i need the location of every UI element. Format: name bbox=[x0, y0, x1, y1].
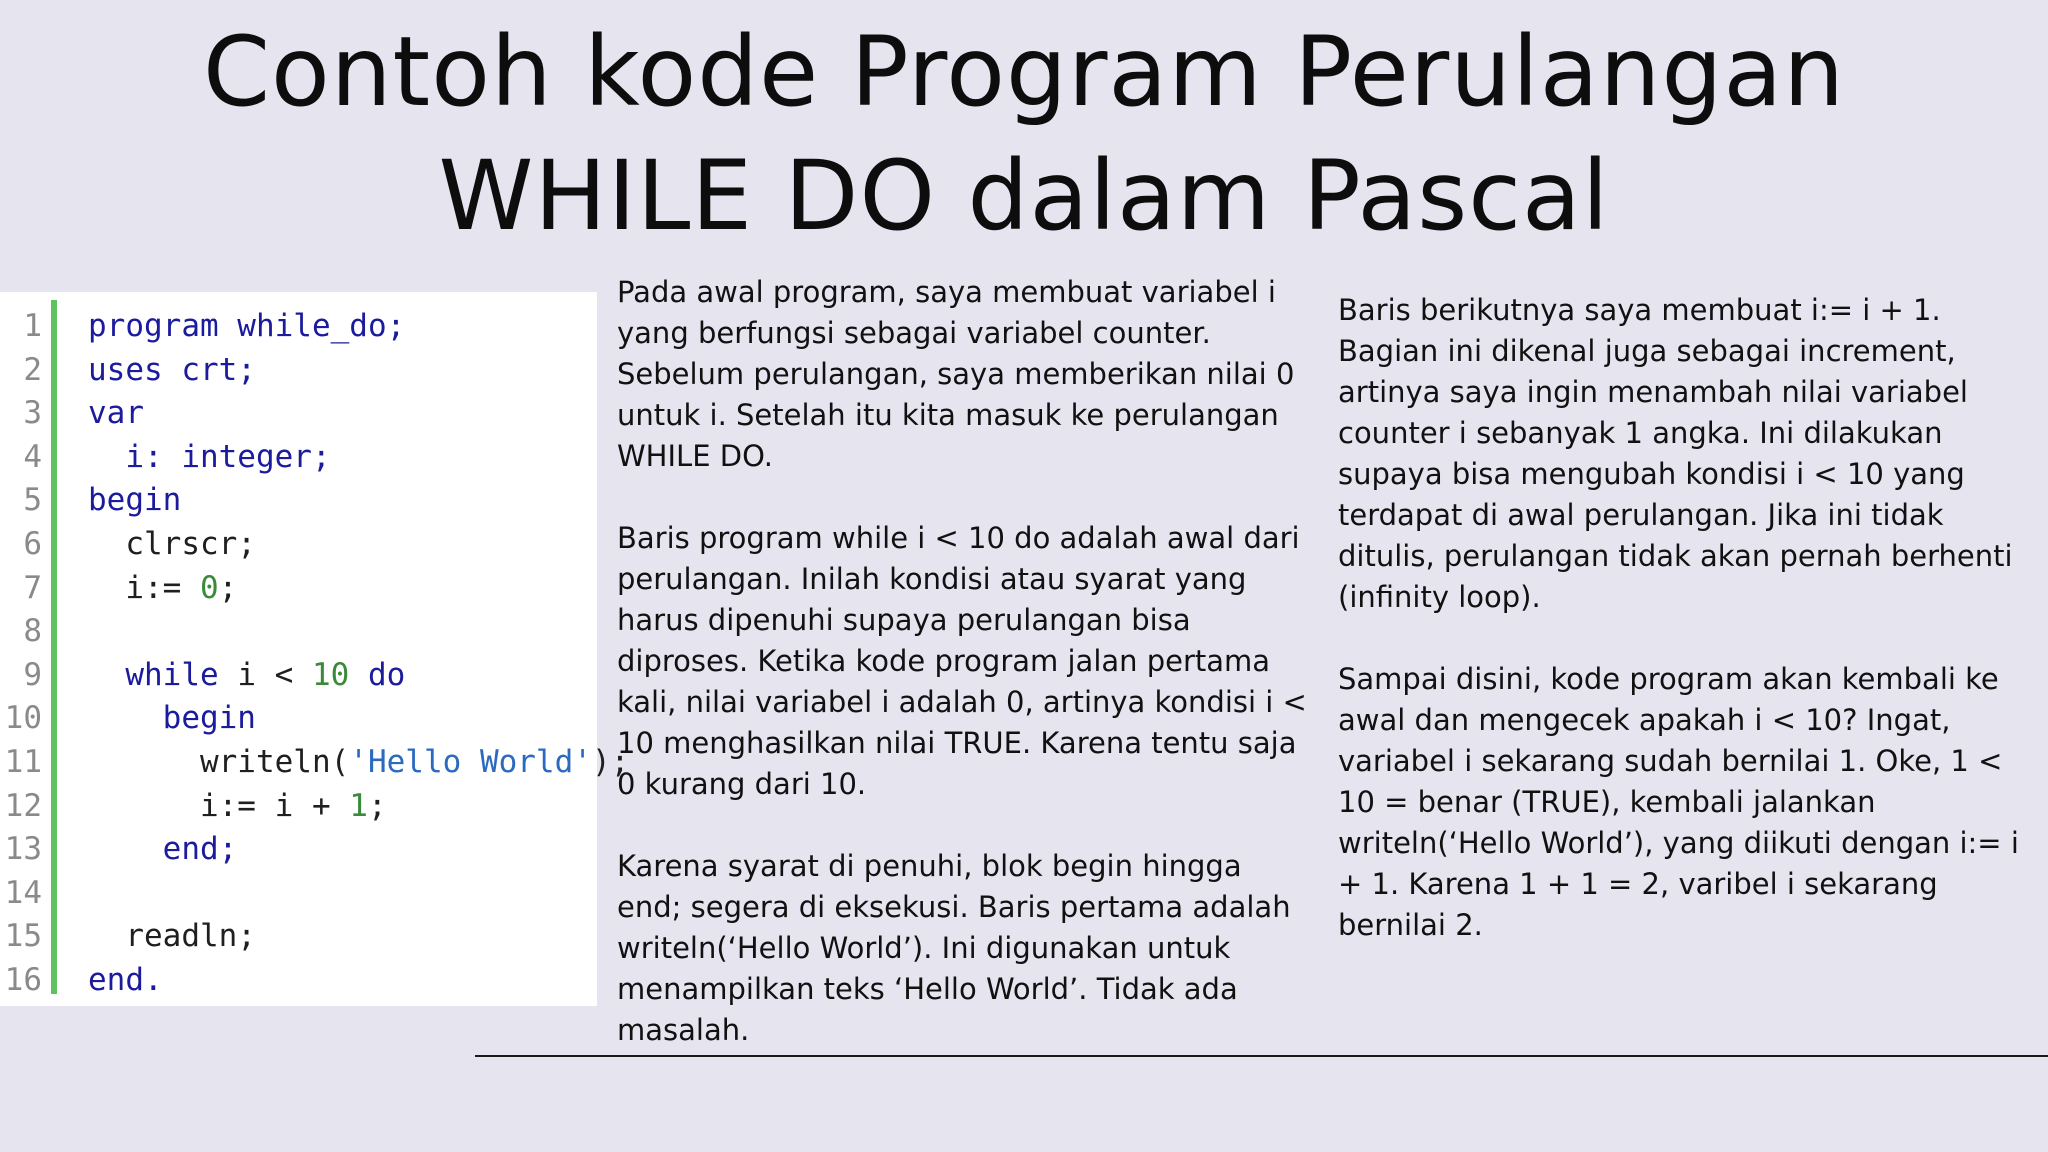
code-token: ; bbox=[367, 787, 387, 824]
explanation-paragraph: Baris berikutnya saya membuat i:= i + 1. Bagian ini dikenal juga sebagai increment, artinya saya ingin menambah nilai variabel counter i sebanyak 1 angka. Ini dilakukan supaya bisa mengubah kondisi i < 10 yang terdapat di awal perulangan. Jika ini tidak ditulis, perulangan tidak akan pernah berhenti (infinity loop). bbox=[1338, 293, 2013, 614]
code-token: i:= i + bbox=[199, 787, 350, 824]
code-line-text bbox=[88, 479, 181, 522]
code-line-number: 9 bbox=[23, 656, 42, 693]
code-line-text bbox=[88, 697, 256, 740]
explanation-paragraph: Pada awal program, saya membuat variabel i yang berfungsi sebagai variabel counter. Sebelum perulangan, saya memberikan nilai 0 untuk i. Setelah itu kita masuk ke perulangan WHILE DO. bbox=[617, 275, 1295, 473]
code-line-text bbox=[88, 654, 405, 697]
code-token: uses crt; bbox=[88, 351, 256, 388]
code-line-number: 12 bbox=[4, 787, 42, 824]
code-line-text bbox=[88, 567, 237, 610]
slide-title: Contoh kode Program Perulangan WHILE DO dalam Pascal bbox=[202, 16, 1846, 252]
code-token: readln; bbox=[125, 918, 256, 955]
code-token: ); bbox=[591, 744, 630, 780]
code-line bbox=[0, 436, 597, 479]
code-line bbox=[0, 567, 597, 610]
code-line-text bbox=[88, 392, 144, 435]
code-token: var bbox=[88, 395, 144, 432]
code-line-text bbox=[88, 959, 163, 1002]
code-token: ; bbox=[218, 569, 238, 606]
code-line-number: 2 bbox=[23, 351, 42, 388]
code-token: writeln( bbox=[199, 744, 350, 780]
code-line-number: 11 bbox=[4, 744, 42, 780]
horizontal-divider bbox=[475, 1055, 2048, 1057]
code-line-number: 15 bbox=[4, 918, 42, 955]
code-line-number: 16 bbox=[4, 962, 42, 998]
explanation-paragraph: Karena syarat di penuhi, blok begin hingga end; segera di eksekusi. Baris pertama adalah writeln(‘Hello World’). Ini digunakan untuk menampilkan teks ‘Hello World’. Tidak ada masalah. bbox=[617, 849, 1291, 1047]
code-line bbox=[0, 872, 597, 915]
code-token: 0 bbox=[199, 569, 219, 606]
code-token: i < bbox=[218, 656, 312, 693]
code-line bbox=[0, 959, 597, 1002]
code-line bbox=[0, 697, 597, 740]
code-line bbox=[0, 828, 597, 871]
code-line-number: 8 bbox=[23, 613, 42, 650]
code-token: program while_do; bbox=[88, 308, 406, 344]
code-line bbox=[0, 785, 597, 828]
code-line-text bbox=[88, 785, 387, 828]
code-token: while bbox=[125, 656, 219, 693]
code-line-number: 1 bbox=[23, 308, 42, 344]
explanation-column-right bbox=[1338, 290, 2038, 987]
code-line bbox=[0, 915, 597, 958]
code-token: 10 bbox=[311, 656, 350, 693]
code-line bbox=[0, 741, 630, 784]
code-line-number: 14 bbox=[4, 874, 42, 911]
code-line-text bbox=[88, 741, 629, 784]
code-token: begin bbox=[88, 482, 182, 519]
code-line-number: 3 bbox=[23, 395, 42, 432]
code-line bbox=[0, 654, 597, 697]
explanation-column-middle bbox=[617, 272, 1312, 1092]
code-line-number: 6 bbox=[23, 526, 42, 562]
code-token: i: integer; bbox=[125, 438, 331, 475]
code-token: i:= bbox=[125, 569, 200, 606]
explanation-paragraph: Baris program while i < 10 do adalah awal dari perulangan. Inilah kondisi atau syarat yang harus dipenuhi supaya perulangan bisa diproses. Ketika kode program jalan pertama kali, nilai variabel i adalah 0, artinya kondisi i < 10 menghasilkan nilai TRUE. Karena tentu saja 0 kurang dari 10. bbox=[617, 521, 1307, 801]
explanation-paragraph: Sampai disini, kode program akan kembali ke awal dan mengecek apakah i < 10? Ingat, variabel i sekarang sudah bernilai 1. Oke, 1 < 10 = benar (TRUE), kembali jalankan writeln(‘Hello World’), yang diikuti dengan i:= i + 1. Karena 1 + 1 = 2, varibel i sekarang bernilai 2. bbox=[1338, 662, 2019, 942]
code-line-text bbox=[88, 349, 256, 392]
code-token: 1 bbox=[349, 787, 368, 824]
code-line-number: 13 bbox=[4, 831, 42, 868]
code-token: begin bbox=[162, 700, 256, 737]
code-line-text bbox=[88, 828, 237, 871]
code-line bbox=[0, 392, 597, 435]
code-token: do bbox=[349, 656, 406, 693]
code-line-text bbox=[88, 305, 405, 348]
code-line-number: 7 bbox=[23, 569, 42, 606]
code-line-text bbox=[88, 436, 331, 479]
code-line bbox=[0, 523, 597, 566]
code-line-number: 10 bbox=[4, 700, 42, 737]
code-token: clrscr; bbox=[125, 526, 256, 562]
code-line bbox=[0, 479, 597, 522]
code-token: end. bbox=[88, 962, 163, 998]
code-line bbox=[0, 305, 597, 348]
code-line-text bbox=[88, 915, 256, 958]
code-token: end; bbox=[162, 831, 238, 868]
code-line-number: 4 bbox=[23, 438, 42, 475]
code-line-number: 5 bbox=[23, 482, 42, 519]
code-line-text bbox=[88, 523, 256, 566]
code-line bbox=[0, 610, 597, 653]
code-screenshot bbox=[0, 292, 630, 1006]
code-line bbox=[0, 349, 597, 392]
code-token: 'Hello World' bbox=[349, 744, 592, 780]
